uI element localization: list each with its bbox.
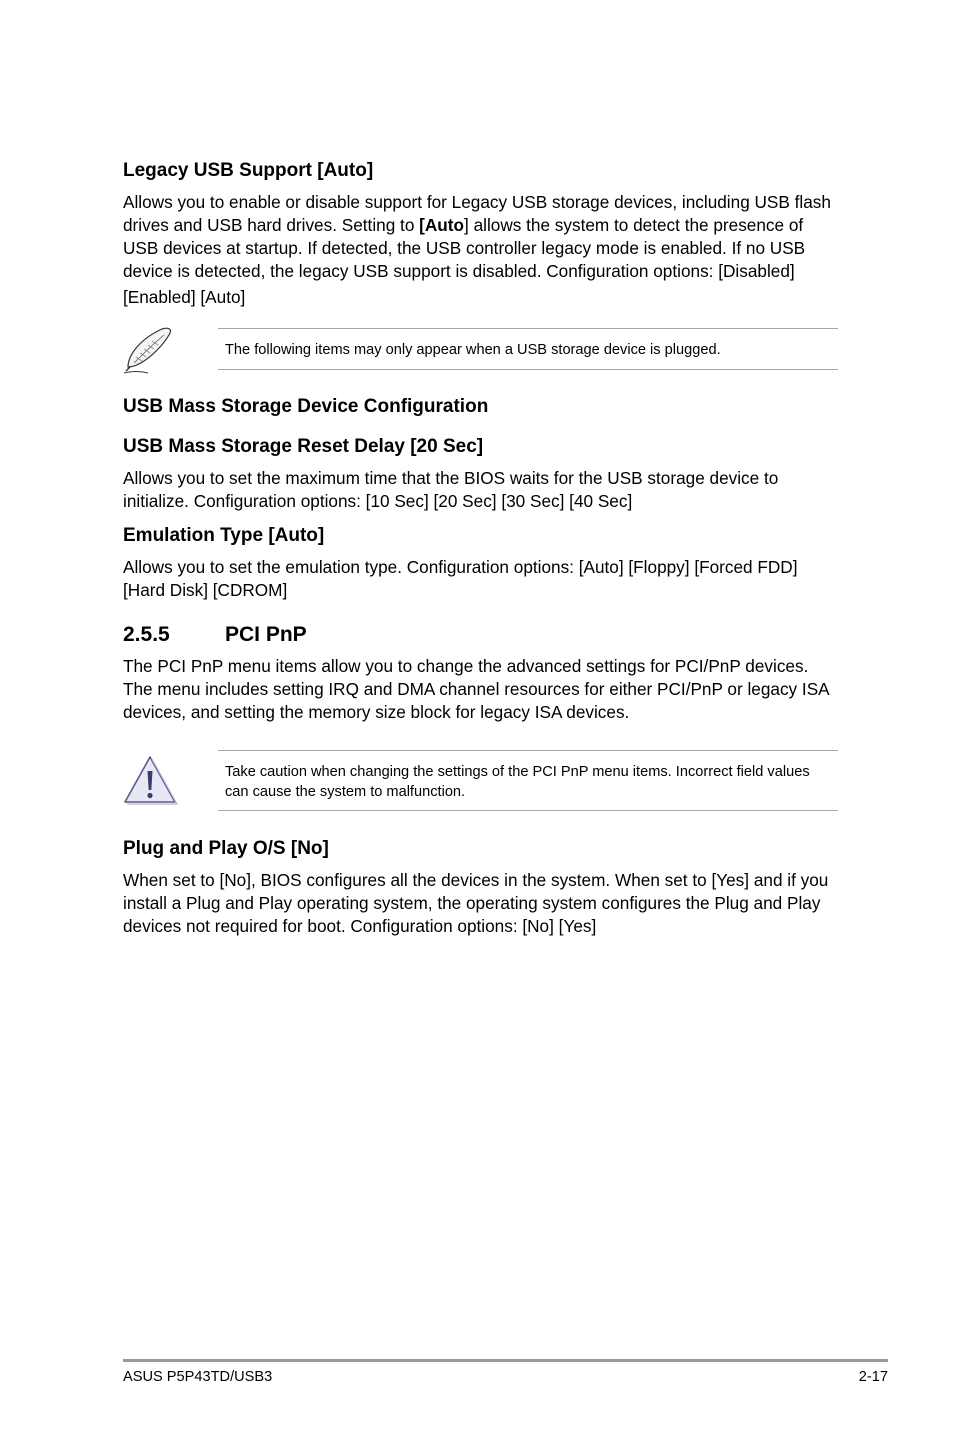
text-line: initialize. Configuration options: [10 Sec] [20 Sec] [30 Sec] [40 Sec] xyxy=(123,491,633,511)
text-line xyxy=(123,214,839,237)
text-line: [Enabled] [Auto] xyxy=(123,287,246,307)
footer-rule xyxy=(123,1359,888,1362)
plug-and-play-description xyxy=(123,869,839,938)
text-line: Allows you to set the emulation type. Configuration options: [Auto] [Floppy] [Forced FDD] xyxy=(123,557,798,577)
text-line: USB devices at startup. If detected, the USB controller legacy mode is enabled. If no USB xyxy=(123,238,806,258)
text-line: [Hard Disk] [CDROM] xyxy=(123,580,288,600)
emulation-type-description xyxy=(123,556,839,602)
text-line: When set to [No], BIOS configures all the devices in the system. When set to [Yes] and if you xyxy=(123,870,829,890)
legacy-usb-heading: Legacy USB Support [Auto] xyxy=(123,160,374,181)
text-segment: ] allows the system to detect the presence of xyxy=(464,215,804,235)
section-number: 2.5.5 xyxy=(123,623,170,646)
text-line: Allows you to set the maximum time that the BIOS waits for the USB storage device to xyxy=(123,468,779,488)
section-title: PCI PnP xyxy=(225,623,307,646)
emulation-type-heading: Emulation Type [Auto] xyxy=(123,525,325,546)
text-line: devices, and setting the memory size block for legacy ISA devices. xyxy=(123,702,630,722)
note-box xyxy=(218,328,838,370)
section-heading xyxy=(123,622,307,648)
bold-option: [Auto xyxy=(419,215,465,235)
plug-and-play-heading: Plug and Play O/S [No] xyxy=(123,838,329,859)
text-line: install a Plug and Play operating system, the operating system configures the Plug and Play xyxy=(123,893,821,913)
reset-delay-description xyxy=(123,467,839,513)
footer-page-number: 2-17 xyxy=(858,1369,888,1385)
caution-text-line: Take caution when changing the settings of the PCI PnP menu items. Incorrect field values xyxy=(225,764,810,780)
reset-delay-heading: USB Mass Storage Reset Delay [20 Sec] xyxy=(123,436,484,457)
warning-triangle-icon xyxy=(122,754,178,806)
feather-pen-icon xyxy=(122,327,176,375)
text-line: device is detected, the legacy USB support is disabled. Configuration options: [Disabled] xyxy=(123,261,795,281)
usb-mass-storage-heading: USB Mass Storage Device Configuration xyxy=(123,396,489,417)
text-segment: drives and USB hard drives. Setting to xyxy=(123,215,420,235)
note-text: The following items may only appear when a USB storage device is plugged. xyxy=(225,342,721,358)
text-line: The PCI PnP menu items allow you to change the advanced settings for PCI/PnP devices. xyxy=(123,656,809,676)
footer-product-name: ASUS P5P43TD/USB3 xyxy=(123,1369,273,1385)
caution-box xyxy=(218,750,838,811)
text-line: The menu includes setting IRQ and DMA channel resources for either PCI/PnP or legacy ISA xyxy=(123,679,830,699)
text-line: Allows you to enable or disable support for Legacy USB storage devices, including USB flash xyxy=(123,192,831,212)
text-line: devices not required for boot. Configuration options: [No] [Yes] xyxy=(123,916,597,936)
pci-pnp-description xyxy=(123,655,839,724)
legacy-usb-description xyxy=(123,191,839,309)
caution-text-line: can cause the system to malfunction. xyxy=(225,784,466,800)
